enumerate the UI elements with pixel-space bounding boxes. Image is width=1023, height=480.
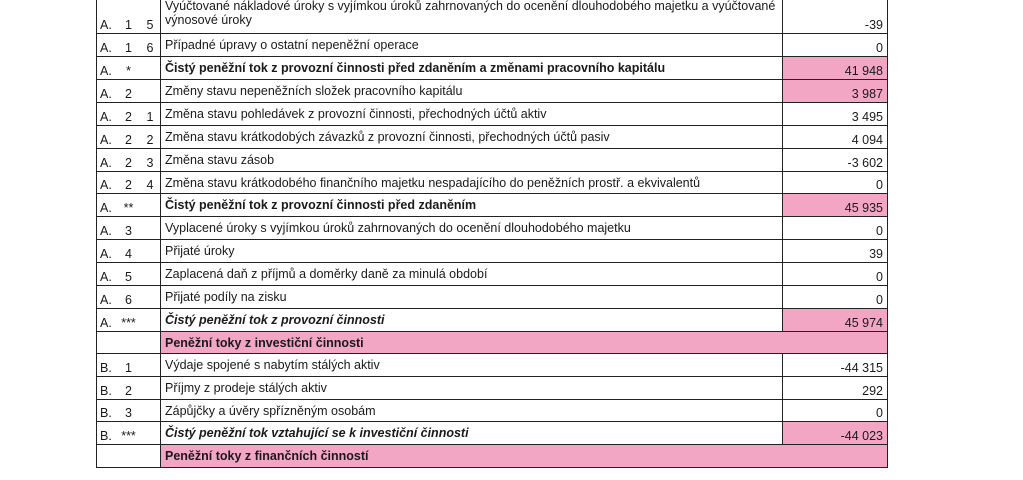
row-description: Změna stavu pohledávek z provozní činnosti, přechodných účtů aktiv (160, 103, 783, 125)
table-row (97, 172, 887, 194)
table-row (97, 103, 887, 126)
row-code-letter: A. (100, 87, 112, 101)
row-code-number: *** (121, 429, 136, 443)
row-code-letter: B. (100, 406, 112, 420)
row-code-letter: A. (100, 316, 112, 330)
row-code-subnumber (140, 240, 160, 262)
table-row (97, 217, 887, 240)
row-code-number: * (126, 64, 131, 78)
row-value: -39 (864, 18, 883, 32)
row-code-subnumber: 1 (146, 110, 154, 124)
row-code-number: 2 (125, 133, 132, 147)
row-description: Přijaté podíly na zisku (160, 286, 783, 308)
row-code-subnumber (140, 57, 160, 79)
row-code-subnumber (140, 377, 160, 399)
row-code-subnumber (140, 80, 160, 102)
row-value: 0 (876, 406, 883, 420)
row-code-number: 2 (125, 178, 132, 192)
row-code-letter: A. (100, 178, 112, 192)
row-code-letter: A. (100, 133, 112, 147)
row-value: -3 602 (847, 156, 883, 170)
row-code-number: 2 (125, 110, 132, 124)
row-code-subnumber: 6 (146, 41, 154, 55)
row-value: 3 495 (851, 110, 883, 124)
table-row (97, 286, 887, 309)
row-code-letter: A. (100, 64, 112, 78)
row-value: 0 (876, 270, 883, 284)
row-code-number: 1 (125, 41, 132, 55)
row-value: 39 (869, 247, 883, 261)
row-code-subnumber (140, 400, 160, 421)
table-row (97, 194, 887, 217)
row-code-letter: A. (100, 110, 112, 124)
table-row (97, 126, 887, 149)
table-row (97, 400, 887, 422)
row-description: Čistý peněžní tok vztahující se k investiční činnosti (160, 422, 783, 444)
row-description: Případné úpravy o ostatní nepeněžní operace (160, 34, 783, 56)
row-description: Čistý peněžní tok z provozní činnosti (160, 309, 783, 331)
row-description: Příjmy z prodeje stálých aktiv (160, 377, 783, 399)
row-code-subnumber (140, 309, 160, 331)
row-value: 0 (876, 224, 883, 238)
row-code-letter: A. (100, 224, 112, 238)
row-code-subnumber: 3 (146, 156, 154, 170)
section-header-row (97, 445, 887, 468)
row-value: 45 935 (783, 194, 887, 216)
row-code-subnumber (140, 217, 160, 239)
table-row (97, 263, 887, 286)
row-code-letter: A. (100, 270, 112, 284)
row-description: Zaplacená daň z příjmů a doměrky daně za minulá období (160, 263, 783, 285)
row-value: -44 023 (783, 422, 887, 444)
row-code-number: 3 (125, 406, 132, 420)
row-description: Změna stavu zásob (160, 149, 783, 171)
row-description: Změna stavu krátkodobých závazků z provozní činnosti, přechodných účtů pasiv (160, 126, 783, 148)
row-code-number: *** (121, 316, 136, 330)
row-code-number: 2 (125, 156, 132, 170)
row-value: 3 987 (783, 80, 887, 102)
section-blank-cell (97, 332, 160, 353)
row-description: Přijaté úroky (160, 240, 783, 262)
table-row (97, 149, 887, 172)
row-description: Výdaje spojené s nabytím stálých aktiv (160, 354, 783, 376)
table-row (97, 377, 887, 400)
section-header-row (97, 332, 887, 354)
table-row (97, 34, 887, 57)
row-code-subnumber: 5 (146, 18, 154, 32)
row-value: -44 315 (840, 361, 883, 375)
row-code-number: 3 (125, 224, 132, 238)
row-code-letter: B. (100, 429, 112, 443)
row-value: 41 948 (783, 57, 887, 79)
row-code-number: 6 (125, 293, 132, 307)
table-row (97, 354, 887, 377)
section-title: Peněžní toky z investiční činnosti (160, 332, 887, 353)
table-row (97, 57, 887, 80)
row-description: Vyúčtované nákladové úroky s vyjímkou úroků zahrnovaných do ocenění dlouhodobého majetku a vyúčtované výnosové úroky (160, 0, 783, 33)
row-code-number: 2 (125, 384, 132, 398)
row-description: Vyplacené úroky s vyjímkou úroků zahrnovaných do ocenění dlouhodobého majetku (160, 217, 783, 239)
row-value: 45 974 (783, 309, 887, 331)
row-code-letter: A. (100, 201, 112, 215)
row-code-number: 1 (125, 361, 132, 375)
row-value: 292 (862, 384, 883, 398)
row-description: Čistý peněžní tok z provozní činnosti před zdaněním (160, 194, 783, 216)
row-code-letter: A. (100, 18, 112, 32)
row-code-number: 5 (125, 270, 132, 284)
row-description: Změny stavu nepeněžních složek pracovního kapitálu (160, 80, 783, 102)
row-code-subnumber (140, 354, 160, 376)
row-code-subnumber: 4 (146, 178, 154, 192)
row-description: Čistý peněžní tok z provozní činnosti před zdaněním a změnami pracovního kapitálu (160, 57, 783, 79)
row-code-letter: B. (100, 384, 112, 398)
section-title: Peněžní toky z finančních činností (160, 445, 887, 467)
row-value: 0 (876, 293, 883, 307)
cash-flow-statement-table (96, 0, 888, 468)
row-description: Změna stavu krátkodobého finančního majetku nespadajícího do peněžních prostř. a ekvivalentů (160, 172, 783, 193)
row-code-subnumber (140, 422, 160, 444)
table-row (97, 422, 887, 445)
section-blank-cell (97, 445, 160, 467)
row-code-letter: A. (100, 156, 112, 170)
row-code-letter: A. (100, 293, 112, 307)
row-code-number: 4 (125, 247, 132, 261)
table-row (97, 309, 887, 332)
row-code-number: 1 (125, 18, 132, 32)
row-code-number: 2 (125, 87, 132, 101)
table-row (97, 0, 887, 34)
row-code-number: ** (123, 201, 134, 215)
row-code-subnumber: 2 (146, 133, 154, 147)
row-description: Zápůjčky a úvěry spřízněným osobám (160, 400, 783, 421)
row-code-subnumber (140, 286, 160, 308)
row-code-letter: B. (100, 361, 112, 375)
row-code-letter: A. (100, 41, 112, 55)
row-value: 4 094 (851, 133, 883, 147)
table-row (97, 80, 887, 103)
row-code-subnumber (140, 194, 160, 216)
row-value: 0 (876, 178, 883, 192)
row-code-subnumber (140, 263, 160, 285)
row-value: 0 (876, 41, 883, 55)
table-row (97, 240, 887, 263)
row-code-letter: A. (100, 247, 112, 261)
